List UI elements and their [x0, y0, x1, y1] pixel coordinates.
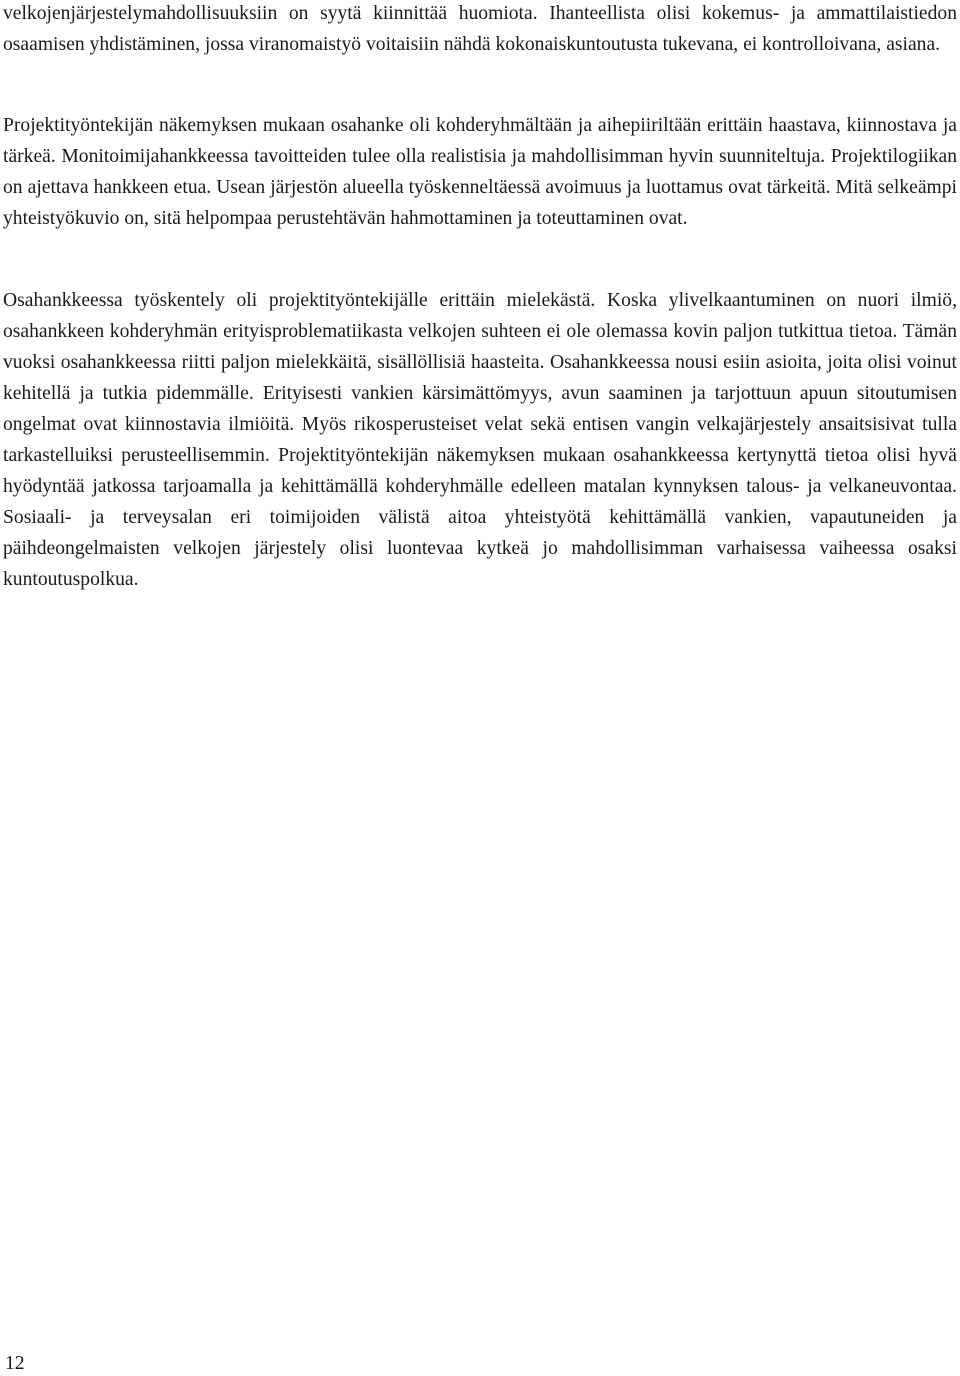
paragraph-text: velkojenjärjestelymahdollisuuksiin on syytä kiinnittää huomiota. Ihanteellista olisi kokemus- ja ammattilaistiedon osaamisen yhdistäminen, jossa viranomaistyö voitaisiin nähdä kokonaiskuntoutusta tukevana, ei kontrolloivana, asiana. — [3, 3, 957, 55]
page-number: 12 — [5, 1353, 25, 1374]
paragraph-text: Osahankkeessa työskentely oli projektityöntekijälle erittäin mielekästä. Koska ylivelkaantuminen on nuori ilmiö, osahankkeen kohderyhmän erityisproblematiikasta velkojen suhteen ei ole olemassa kovin paljon tutkittua tietoa. Tämän vuoksi osahankkeessa riitti paljon mielekkäitä, sisällöllisiä haasteita. Osahankkeessa nousi esiin asioita, joita olisi voinut kehitellä ja tutkia pidemmälle. Erityisesti vankien kärsimättömyys, avun saaminen ja tarjottuun apuun sitoutumisen ongelmat ovat kiinnostavia ilmiöitä. Myös rikosperusteiset velat sekä entisen vangin velkajärjestely ansaitsisivat tulla tarkastelluiksi perusteellisemmin. Projektityöntekijän näkemyksen mukaan osahankkeessa kertynyttä tietoa olisi hyvä hyödyntää jatkossa tarjoamalla ja kehittämällä kohderyhmälle edelleen matalan kynnyksen talous- ja velkaneuvontaa. Sosiaali- ja terveysalan eri toimijoiden välistä aitoa yhteistyötä kehittämällä vankien, vapautuneiden ja päihdeongelmaisten velkojen järjestely olisi luontevaa kytkeä jo mahdollisimman varhaisessa vaiheessa osaksi kuntoutuspolkua. — [3, 290, 957, 590]
paragraph-subproject-work — [3, 285, 957, 595]
paragraph-text: Projektityöntekijän näkemyksen mukaan osahanke oli kohderyhmältään ja aihepiiriltään erittäin haastava, kiinnostava ja tärkeä. Monitoimijahankkeessa tavoitteiden tulee olla realistisia ja mahdollisimman hyvin suunniteltuja. Projektilogiikan on ajettava hankkeen etua. Usean järjestön alueella työskenneltäessä avoimuus ja luottamus ovat tärkeitä. Mitä selkeämpi yhteistyökuvio on, sitä helpompaa perustehtävän hahmottaminen ja toteuttaminen ovat. — [3, 115, 957, 229]
paragraph-project-worker-view — [3, 110, 957, 234]
paragraph-continued — [3, 0, 957, 60]
